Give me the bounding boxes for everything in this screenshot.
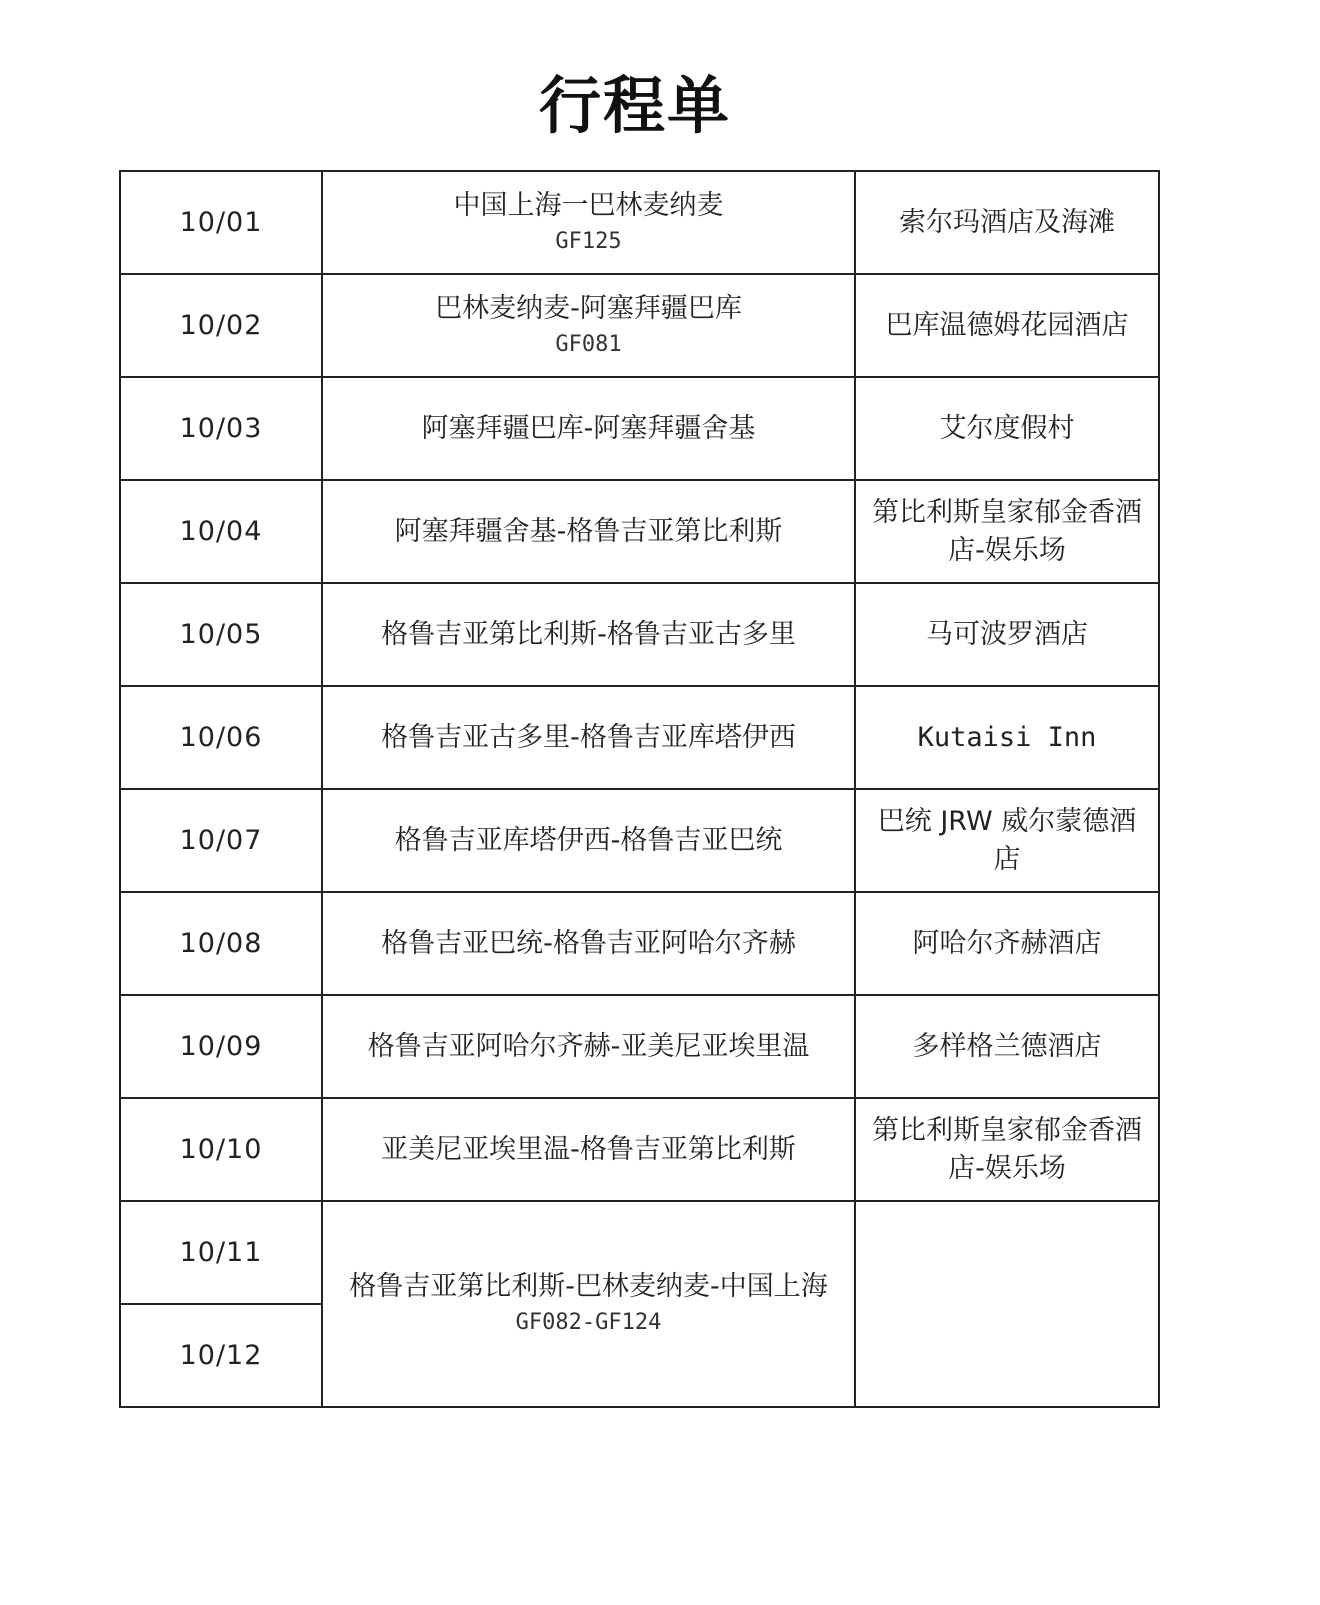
route-cell: 阿塞拜疆巴库-阿塞拜疆舍基 [322,377,855,480]
table-row [120,480,1159,583]
hotel-cell: 索尔玛酒店及海滩 [855,171,1159,274]
date-cell: 10/03 [120,377,322,480]
table-row [120,686,1159,789]
date-cell: 10/02 [120,274,322,377]
hotel-cell: 阿哈尔齐赫酒店 [855,892,1159,995]
date-cell: 10/05 [120,583,322,686]
table-row [120,274,1159,377]
route-cell [322,1201,855,1407]
hotel-cell [855,1201,1159,1407]
date-cell: 10/09 [120,995,322,1098]
table-row [120,1201,1159,1304]
page-title: 行程单 [538,69,731,142]
date-cell: 10/08 [120,892,322,995]
route-cell: 格鲁吉亚古多里-格鲁吉亚库塔伊西 [322,686,855,789]
date-cell: 10/06 [120,686,322,789]
table-row [120,789,1159,892]
table-row [120,171,1159,274]
date-cell: 10/12 [120,1304,322,1407]
flight-number: GF082-GF124 [515,1310,662,1335]
date-cell: 10/01 [120,171,322,274]
itinerary-table [119,170,1160,1408]
route-cell: 格鲁吉亚库塔伊西-格鲁吉亚巴统 [322,789,855,892]
route-cell: 格鲁吉亚第比利斯-格鲁吉亚古多里 [322,583,855,686]
route-text: 巴林麦纳麦-阿塞拜疆巴库 [435,292,742,324]
table-row [120,1098,1159,1201]
date-cell: 10/11 [120,1201,322,1304]
route-cell: 亚美尼亚埃里温-格鲁吉亚第比利斯 [322,1098,855,1201]
route-text: 格鲁吉亚第比利斯-巴林麦纳麦-中国上海 [349,1271,828,1302]
route-cell: 格鲁吉亚阿哈尔齐赫-亚美尼亚埃里温 [322,995,855,1098]
route-cell: 格鲁吉亚巴统-格鲁吉亚阿哈尔齐赫 [322,892,855,995]
hotel-cell: 第比利斯皇家郁金香酒店-娱乐场 [855,480,1159,583]
date-cell: 10/10 [120,1098,322,1201]
table-row [120,892,1159,995]
date-cell: 10/07 [120,789,322,892]
table-row [120,583,1159,686]
flight-number: GF081 [555,331,622,357]
hotel-cell: Kutaisi Inn [855,686,1159,789]
hotel-cell: 巴库温德姆花园酒店 [855,274,1159,377]
route-text: 中国上海一巴林麦纳麦 [453,189,724,221]
date-cell: 10/04 [120,480,322,583]
hotel-cell: 第比利斯皇家郁金香酒店-娱乐场 [855,1098,1159,1201]
route-cell [322,274,855,377]
table-row [120,995,1159,1098]
route-cell [322,171,855,274]
hotel-cell: 艾尔度假村 [855,377,1159,480]
hotel-cell: 多样格兰德酒店 [855,995,1159,1098]
hotel-cell: 巴统 JRW 威尔蒙德酒店 [855,789,1159,892]
route-cell: 阿塞拜疆舍基-格鲁吉亚第比利斯 [322,480,855,583]
hotel-cell: 马可波罗酒店 [855,583,1159,686]
table-row [120,377,1159,480]
flight-number: GF125 [555,228,622,254]
